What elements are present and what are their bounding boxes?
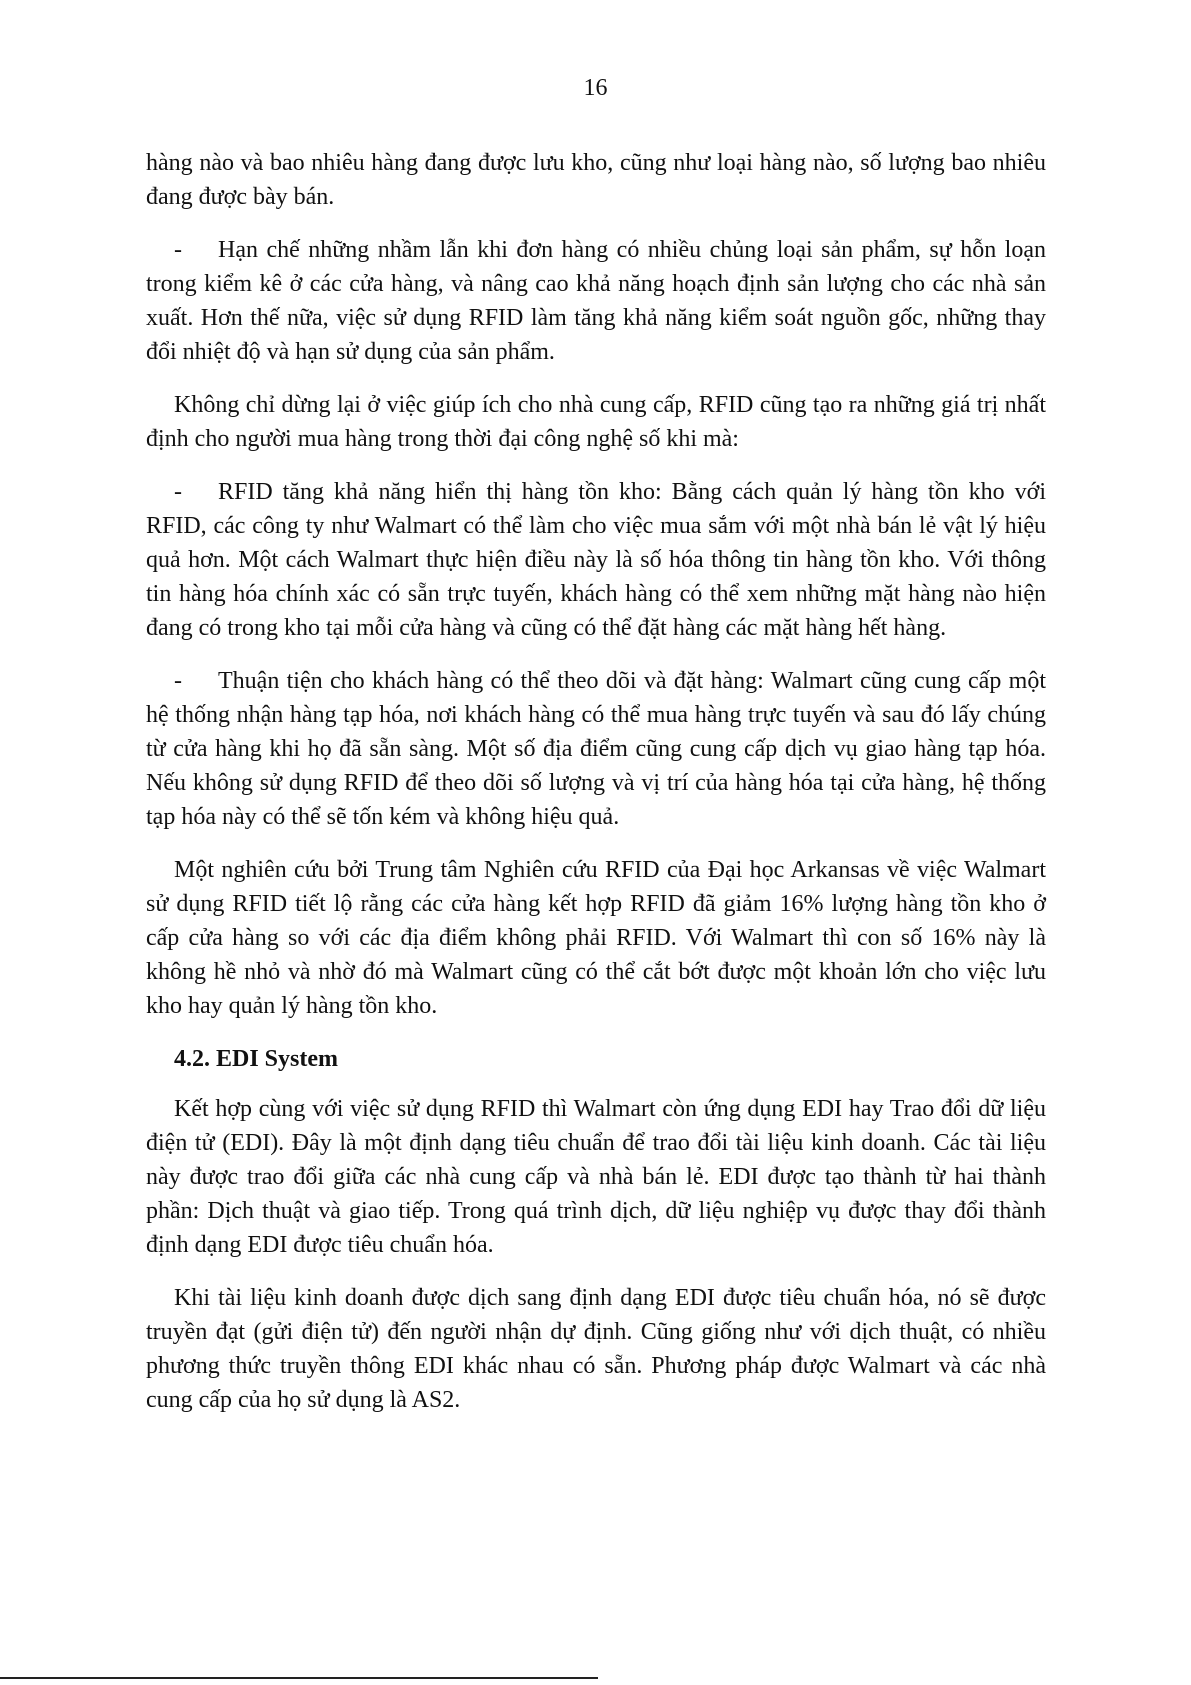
page-number: 16 [583, 75, 608, 101]
document-body [146, 146, 1046, 1436]
bullet-dash: - [174, 479, 182, 505]
bullet-item [146, 233, 1046, 369]
footer-divider [0, 1677, 598, 1679]
paragraph: Kết hợp cùng với việc sử dụng RFID thì Walmart còn ứng dụng EDI hay Trao đổi dữ liệu điện tử (EDI). Đây là một định dạng tiêu chuẩn để trao đổi tài liệu kinh doanh. Các tài liệu này được trao đổi giữa các nhà cung cấp và nhà bán lẻ. EDI được tạo thành từ hai thành phần: Dịch thuật và giao tiếp. Trong quá trình dịch, dữ liệu nghiệp vụ được thay đổi thành định dạng EDI được tiêu chuẩn hóa. [146, 1096, 1046, 1258]
bullet-text: Hạn chế những nhầm lẫn khi đơn hàng có nhiều chủng loại sản phẩm, sự hỗn loạn trong kiểm kê ở các cửa hàng, và nâng cao khả năng hoạch định sản lượng cho các nhà sản xuất. Hơn thế nữa, việc sử dụng RFID làm tăng khả năng kiểm soát nguồn gốc, những thay đổi nhiệt độ và hạn sử dụng của sản phẩm. [146, 237, 1046, 365]
bullet-item [146, 475, 1046, 645]
section-heading: 4.2. EDI System [174, 1046, 339, 1072]
paragraph: Khi tài liệu kinh doanh được dịch sang định dạng EDI được tiêu chuẩn hóa, nó sẽ được truyền đạt (gửi điện tử) đến người nhận dự định. Cũng giống như với dịch thuật, có nhiều phương thức truyền thông EDI khác nhau có sẵn. Phương pháp được Walmart và các nhà cung cấp của họ sử dụng là AS2. [146, 1285, 1046, 1413]
bullet-dash: - [174, 668, 182, 694]
paragraph: Một nghiên cứu bởi Trung tâm Nghiên cứu RFID của Đại học Arkansas về việc Walmart sử dụng RFID tiết lộ rằng các cửa hàng kết hợp RFID đã giảm 16% lượng hàng tồn kho ở cấp cửa hàng so với các địa điểm không phải RFID. Với Walmart thì con số 16% này là không hề nhỏ và nhờ đó mà Walmart cũng có thể cắt bớt được một khoản lớn cho việc lưu kho hay quản lý hàng tồn kho. [146, 857, 1046, 1019]
bullet-text: RFID tăng khả năng hiển thị hàng tồn kho: Bằng cách quản lý hàng tồn kho với RFID, các công ty như Walmart có thể làm cho việc mua sắm với một nhà bán lẻ vật lý hiệu quả hơn. Một cách Walmart thực hiện điều này là số hóa thông tin hàng tồn kho. Với thông tin hàng hóa chính xác có sẵn trực tuyến, khách hàng có thể xem những mặt hàng nào hiện đang có trong kho tại mỗi cửa hàng và cũng có thể đặt hàng các mặt hàng hết hàng. [146, 479, 1046, 641]
paragraph: Không chỉ dừng lại ở việc giúp ích cho nhà cung cấp, RFID cũng tạo ra những giá trị nhất định cho người mua hàng trong thời đại công nghệ số khi mà: [146, 392, 1046, 452]
bullet-text: Thuận tiện cho khách hàng có thể theo dõi và đặt hàng: Walmart cũng cung cấp một hệ thống nhận hàng tạp hóa, nơi khách hàng có thể mua hàng trực tuyến và sau đó lấy chúng từ cửa hàng khi họ đã sẵn sàng. Một số địa điểm cũng cung cấp dịch vụ giao hàng tạp hóa. Nếu không sử dụng RFID để theo dõi số lượng và vị trí của hàng hóa tại cửa hàng, hệ thống tạp hóa này có thể sẽ tốn kém và không hiệu quả. [146, 668, 1046, 830]
paragraph-continuation: hàng nào và bao nhiêu hàng đang được lưu kho, cũng như loại hàng nào, số lượng bao nhiêu đang được bày bán. [146, 150, 1046, 210]
bullet-item [146, 664, 1046, 834]
bullet-dash: - [174, 237, 182, 263]
